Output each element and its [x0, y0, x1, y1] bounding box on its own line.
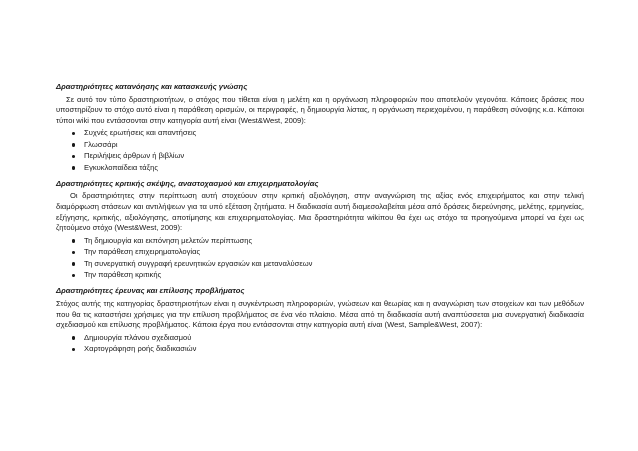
document-page — [56, 82, 584, 360]
section-comprehension — [56, 82, 584, 173]
section-critical-thinking — [56, 179, 584, 280]
list-item: Συχνές ερωτήσεις και απαντήσεις — [70, 128, 584, 138]
list-item: Περιλήψεις άρθρων ή βιβλίων — [70, 151, 584, 161]
bullet-list — [56, 236, 584, 281]
section-heading: Δραστηριότητες έρευνας και επίλυσης προβλήματος — [56, 286, 245, 296]
section-paragraph: Στόχος αυτής της κατηγορίας δραστηριοτήτων είναι η συγκέντρωση πληροφοριών, γνώσεων και θεωρίας και η αναγνώριση των στοιχείων και των μεθόδων που θα τις καταστήσει χρήσιμες για την επίλυση προβλήματος σε ένα νέο πλαίσιο. Μέσα από τη διαδικασία αυτή αναπτύσσεται μια συνεργατική διαδικασία σχεδιασμού και επίλυσης προβλήματος. Κάποια έργα που εντάσσονται στην κατηγορία αυτή είναι (West, Sample&West, 2007): — [56, 298, 584, 330]
list-item: Δημιουργία πλάνου σχεδιασμού — [70, 333, 584, 343]
list-item: Εγκυκλοπαίδεια τάξης — [70, 163, 584, 173]
section-heading: Δραστηριότητες κριτικής σκέψης, αναστοχασμού και επιχειρηματολογίας — [56, 178, 319, 188]
list-item: Την παράθεση κριτικής — [70, 270, 584, 280]
list-item: Τη δημιουργία και εκπόνηση μελετών περίπτωσης — [70, 236, 584, 246]
bullet-list — [56, 128, 584, 173]
section-research — [56, 286, 584, 354]
section-paragraph: Οι δραστηριότητες στην περίπτωση αυτή στοχεύουν στην κριτική αξιολόγηση, στην αναγνώριση της αξίας ενός επιχειρήματος και στην τελική διαμόρφωση στάσεων και αντιλήψεων για τα υπό εξέταση ζητήματα. Η διαδικασία αυτή διαμεσολαβείται μέσα από δράσεις διερεύνησης, μελέτης, ερμηνείας, εξήγησης, κριτικής, αξιολόγησης, αποτίμησης και επιχειρηματολογίας. Μια δραστηριότητα wikiπου θα έχει ως στόχο τα προηγούμενα μπορεί να έχει ως ζητούμενο στόχο (West&West, 2009): — [56, 191, 584, 233]
section-paragraph: Σε αυτό τον τύπο δραστηριοτήτων, ο στόχος που τίθεται είναι η μελέτη και η οργάνωση πληροφοριών που αποτελούν γεγονότα. Κάποιες δράσεις που υποστηρίζουν το στόχο αυτό είναι η παράθεση ορισμών, οι περιγραφές, η δημιουργία λίστας, η οργάνωση περιεχομένου, η παράθεση σύνοψης κ.α. Κάποιοι τύποι wiki που εντάσσονται στην κατηγορία αυτή είναι (West&West, 2009): — [56, 94, 584, 125]
list-item: Γλωσσάρι — [70, 140, 584, 150]
list-item: Χαρτογράφηση ροής διαδικασιών — [70, 344, 584, 354]
list-item: Τη συνεργατική συγγραφή ερευνητικών εργασιών και μεταναλύσεων — [70, 259, 584, 269]
bullet-list — [56, 333, 584, 355]
list-item: Την παράθεση επιχειρηματολογίας — [70, 247, 584, 257]
section-heading: Δραστηριότητες κατανόησης και κατασκευής γνώσης — [56, 82, 248, 91]
